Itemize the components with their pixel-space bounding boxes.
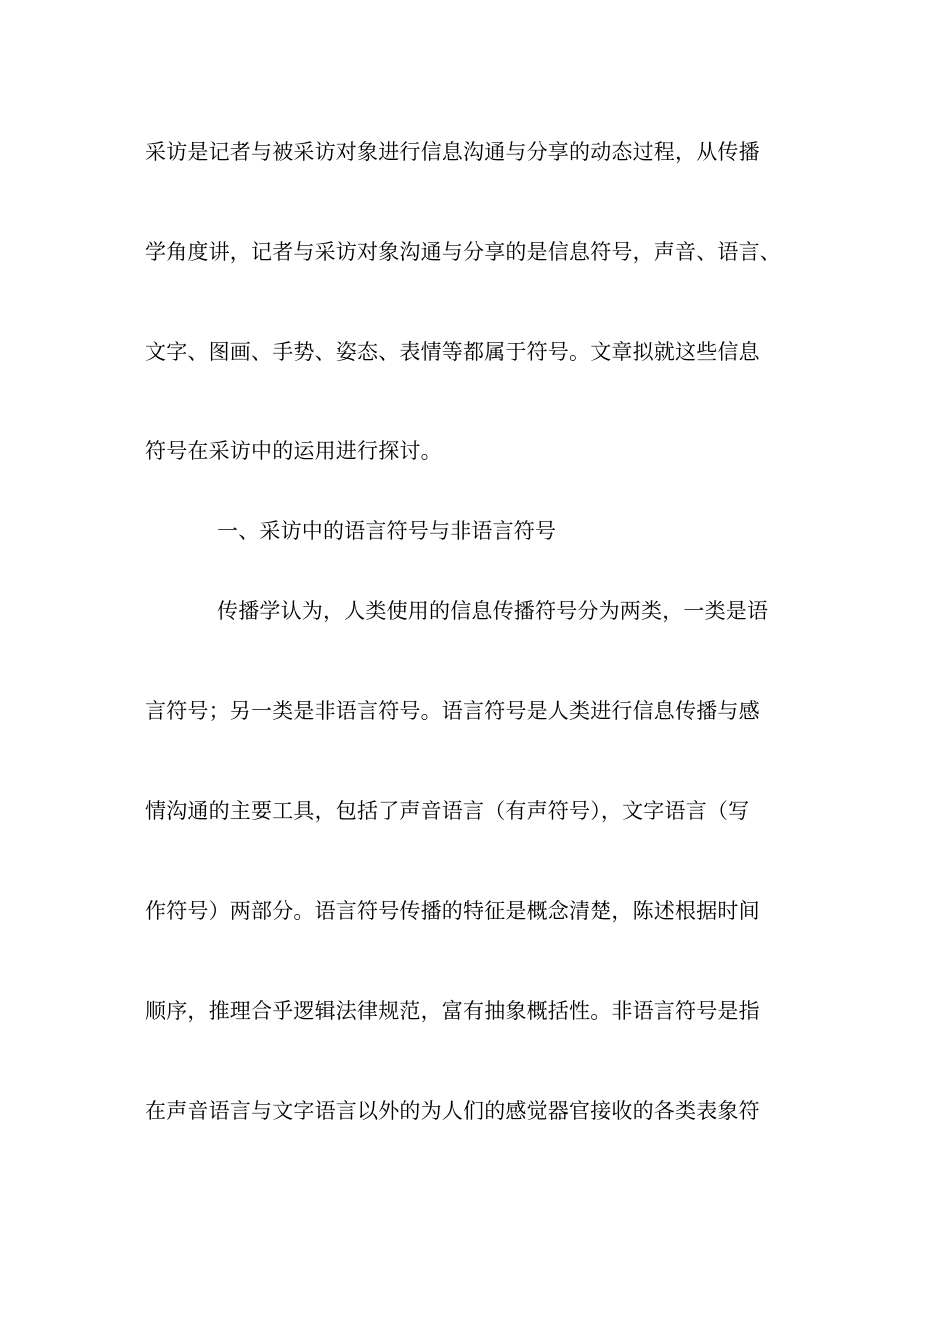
paragraph-line: 顺序，推理合乎逻辑法律规范，富有抽象概括性。非语言符号是指 [145,999,760,1023]
paragraph-line: 传播学认为，人类使用的信息传播符号分为两类，一类是语 [217,599,769,623]
paragraph-line: 言符号；另一类是非语言符号。语言符号是人类进行信息传播与感 [145,699,760,723]
paragraph-line: 采访是记者与被采访对象进行信息沟通与分享的动态过程，从传播 [145,140,760,164]
section-heading: 一、采访中的语言符号与非语言符号 [217,519,557,543]
paragraph-line: 学角度讲，记者与采访对象沟通与分享的是信息符号，声音、语言、 [145,240,781,264]
paragraph-line: 符号在采访中的运用进行探讨。 [145,439,442,463]
paragraph-line: 作符号）两部分。语言符号传播的特征是概念清楚，陈述根据时间 [145,899,760,923]
paragraph-line: 情沟通的主要工具，包括了声音语言（有声符号），文字语言（写 [145,799,750,823]
paragraph-line: 文字、图画、手势、姿态、表情等都属于符号。文章拟就这些信息 [145,340,760,364]
paragraph-line: 在声音语言与文字语言以外的为人们的感觉器官接收的各类表象符 [145,1099,760,1123]
